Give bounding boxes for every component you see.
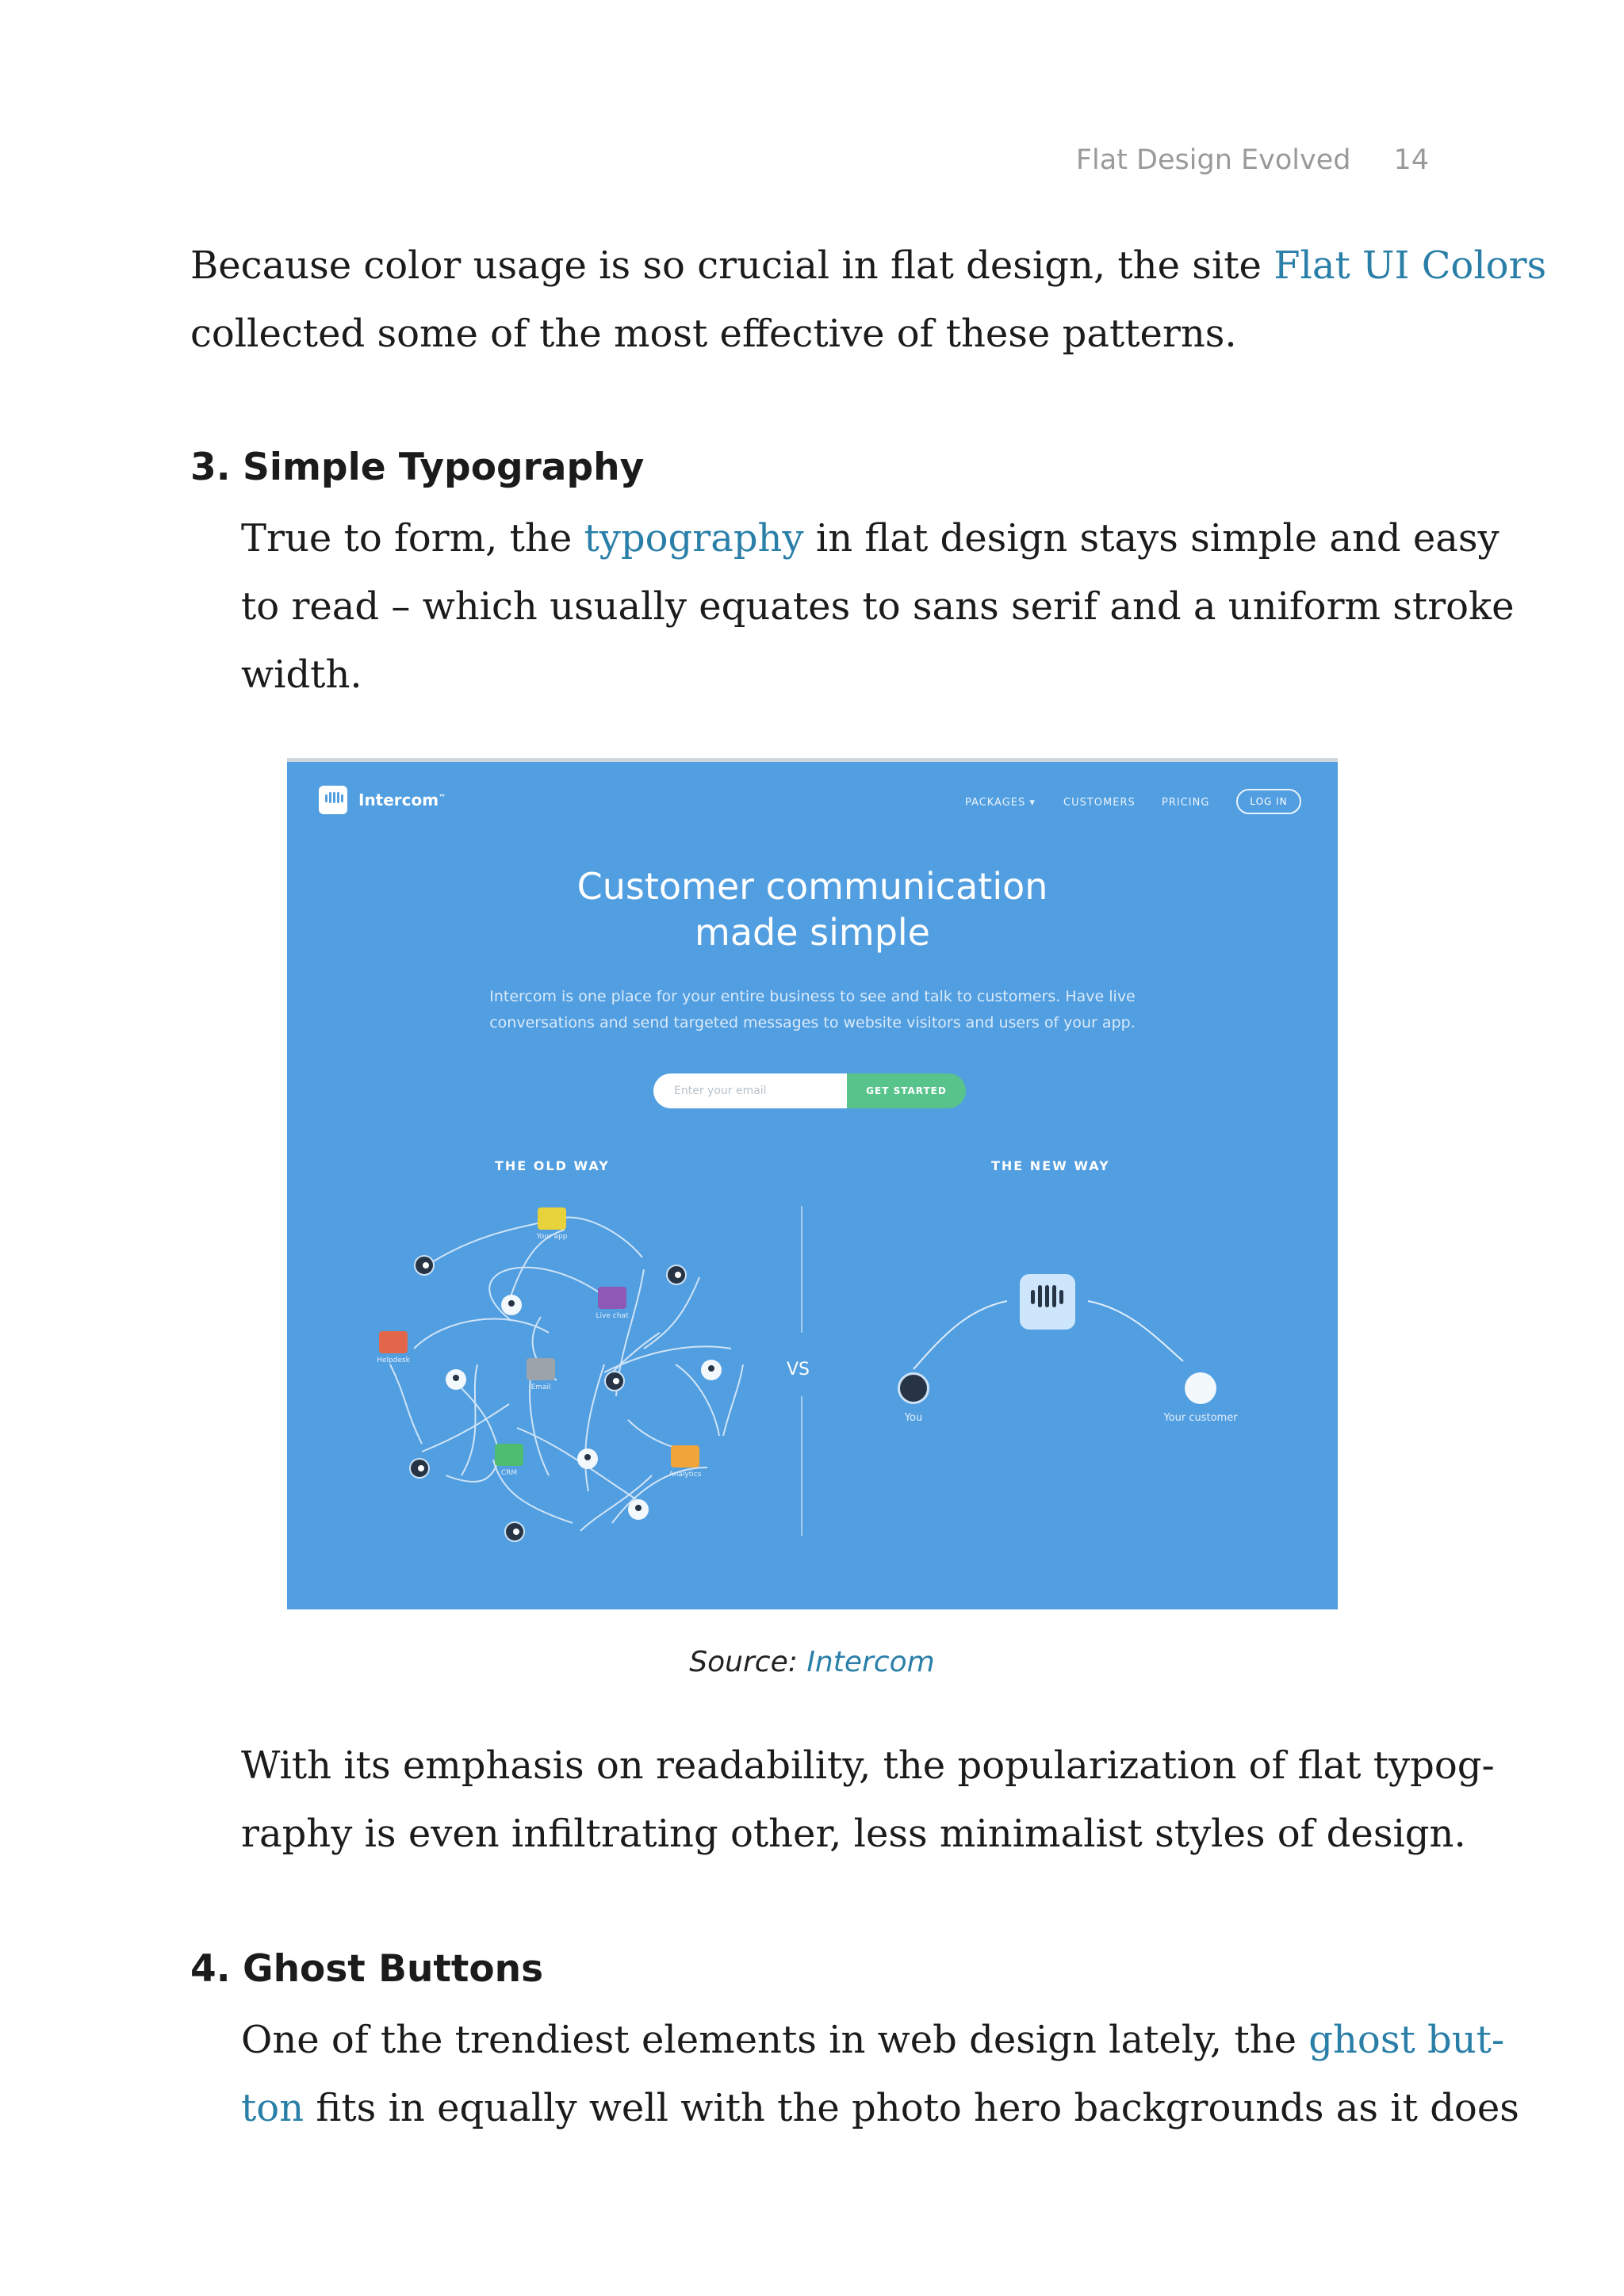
intercom-link[interactable]: Intercom <box>806 1646 935 1678</box>
user-node <box>446 1369 466 1390</box>
app-label: Live chat <box>596 1312 629 1320</box>
section3-line-3: width. <box>241 652 362 697</box>
app-box-email <box>527 1358 555 1380</box>
section3-text: in flat design stays simple and easy <box>803 516 1500 561</box>
you-avatar <box>898 1372 929 1404</box>
app-label: CRM <box>500 1469 518 1477</box>
after-figure-line-1: With its emphasis on readability, the popularization of flat typog- <box>241 1743 1495 1788</box>
vs-label: VS <box>787 1360 810 1380</box>
old-way-diagram <box>287 762 1338 1609</box>
app-label: Your app <box>536 1233 568 1241</box>
nav-packages: PACKAGES ▾ <box>965 797 1036 809</box>
old-way-label: THE OLD WAY <box>495 1158 610 1173</box>
intro-line-1 <box>190 232 1546 300</box>
after-figure-line-2: raphy is even infiltrating other, less minimalist styles of design. <box>241 1812 1466 1856</box>
ghost-button-link-cont[interactable]: ton <box>241 2086 304 2130</box>
get-started-button: GET STARTED <box>847 1073 966 1108</box>
section3-line-1 <box>241 504 1500 572</box>
user-node <box>604 1371 625 1391</box>
user-node <box>504 1521 525 1542</box>
intercom-brand-icon <box>1020 1274 1075 1330</box>
ghost-button-link[interactable]: ghost but- <box>1308 2018 1505 2062</box>
user-node <box>666 1265 687 1285</box>
app-label: Email <box>530 1383 551 1391</box>
section4-text: fits in equally well with the photo hero backgrounds as it does <box>304 2086 1519 2130</box>
section3-text: True to form, the <box>241 516 584 561</box>
section3-line-2: to read – which usually equates to sans serif and a uniform stroke <box>241 584 1515 629</box>
app-label: Helpdesk <box>377 1357 410 1364</box>
subtext-line: conversations and send targeted messages to website visitors and users of your app. <box>489 1014 1136 1031</box>
app-box-your-app <box>538 1207 566 1230</box>
section-title: Ghost Buttons <box>243 1947 544 1991</box>
app-box-live-chat <box>598 1287 626 1309</box>
running-head <box>1076 144 1429 176</box>
user-node <box>628 1499 649 1520</box>
page-number: 14 <box>1393 144 1429 176</box>
customer-avatar <box>1185 1372 1216 1404</box>
section4-text: One of the trendiest elements in web design lately, the <box>241 2018 1309 2062</box>
email-field: Enter your email <box>653 1073 847 1108</box>
intro-text: Because color usage is so crucial in flat design, the site <box>190 243 1274 288</box>
intercom-screenshot <box>287 758 1338 1609</box>
user-node <box>701 1360 722 1380</box>
nav-customers: CUSTOMERS <box>1063 797 1136 809</box>
subtext-line: Intercom is one place for your entire business to see and talk to customers. Have live <box>489 988 1136 1005</box>
caption-label: Source: <box>689 1646 798 1678</box>
app-label: Analytics <box>668 1471 702 1479</box>
figure-caption <box>0 1646 1624 1678</box>
login-button: LOG IN <box>1236 789 1301 814</box>
app-box-helpdesk <box>379 1331 408 1353</box>
brand-name: Intercom <box>358 790 439 809</box>
section4-line-2 <box>241 2074 1519 2142</box>
nav-pricing: PRICING <box>1162 797 1210 809</box>
section-title: Simple Typography <box>243 446 645 489</box>
section-number: 3. <box>190 446 231 489</box>
section-heading-4 <box>190 1947 543 1991</box>
trademark: ™ <box>439 794 446 802</box>
user-node <box>577 1448 598 1469</box>
intro-line-2: collected some of the most effective of these patterns. <box>190 312 1237 356</box>
user-node <box>501 1295 522 1315</box>
app-box-crm <box>495 1444 523 1466</box>
typography-link[interactable]: typography <box>584 516 804 561</box>
new-way-label: THE NEW WAY <box>991 1158 1110 1173</box>
section-heading-3 <box>190 446 644 489</box>
headline-line: Customer communication <box>576 865 1048 908</box>
you-label: You <box>904 1412 923 1424</box>
user-node <box>414 1255 435 1276</box>
book-title: Flat Design Evolved <box>1075 144 1351 176</box>
user-node <box>409 1458 430 1479</box>
section4-line-1 <box>241 2006 1504 2074</box>
headline-line: made simple <box>695 911 930 954</box>
flat-ui-colors-link[interactable]: Flat UI Colors <box>1274 243 1547 288</box>
customer-label: Your customer <box>1163 1412 1238 1424</box>
section-number: 4. <box>190 1947 231 1991</box>
app-box-analytics <box>671 1445 699 1468</box>
